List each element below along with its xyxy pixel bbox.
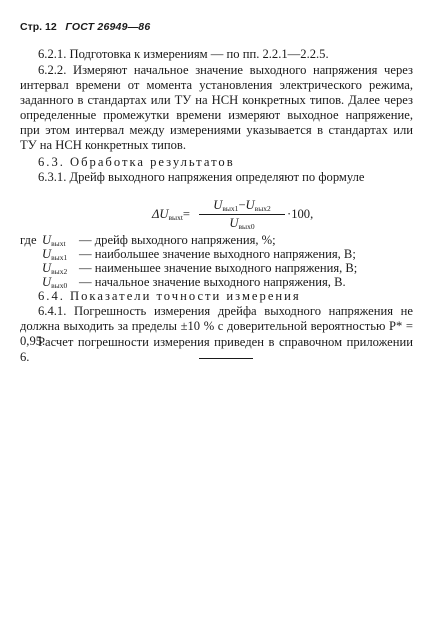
formula-denominator: $U_{вых0}$ xyxy=(229,216,255,231)
paragraph-6-2-1: 6.2.1. Подготовка к измерениям — по пп. 2.2.1—2.2.5. xyxy=(38,47,329,61)
paragraph-6-2-2: 6.2.2. Измеряют начальное значение выходного напряжения через интервал времени от момента установления электрического режима, заданного в стандартах или ТУ на НСН конкретных типов. Далее через определенные промежутки времени измеряют выходное напряжение, при этом интервал между измерениями указывается в стандартах или ТУ на НСН конкретных типов. xyxy=(20,63,413,152)
fraction-bar xyxy=(199,214,285,215)
definition-row: где $U_{выхt}$ — дрейф выходного напряжения, %; xyxy=(20,233,276,248)
paragraph-6-3-1: 6.3.1. Дрейф выходного напряжения определяют по формуле xyxy=(38,170,365,184)
standard-number: ГОСТ 26949—86 xyxy=(65,21,151,33)
heading-6-3: 6.3. Обработка результатов xyxy=(38,155,235,169)
where-label: где xyxy=(20,233,37,247)
heading-6-4: 6.4. Показатели точности измерения xyxy=(38,289,301,303)
page-number: Стр. 12 xyxy=(20,21,57,33)
definition-row: $U_{вых1}$ — наибольшее значение выходного напряжения, В; xyxy=(42,247,356,262)
formula-lhs: $\Delta U_{выхt}=$ xyxy=(152,207,191,222)
formula-multiplier: ·100, xyxy=(287,207,314,221)
page-header xyxy=(20,21,150,33)
paragraph-reference: Расчет погрешности измерения приведен в справочном приложении 6. xyxy=(20,335,413,364)
formula-numerator: $U_{вых1}-U_{вых2}$ xyxy=(213,198,271,213)
paragraph-6-4-1: 6.4.1. Погрешность измерения дрейфа выходного напряжения не должна выходить за пределы ±10 % с доверительной вероятностью P* = 0,95. xyxy=(20,304,413,348)
definition-row: $U_{вых2}$ — наименьшее значение выходного напряжения, В; xyxy=(42,261,358,276)
drift-formula xyxy=(152,198,352,232)
closing-rule xyxy=(199,358,253,359)
symbol-definitions xyxy=(20,233,413,289)
definition-row: $U_{вых0}$ — начальное значение выходного напряжения, В. xyxy=(42,275,346,290)
